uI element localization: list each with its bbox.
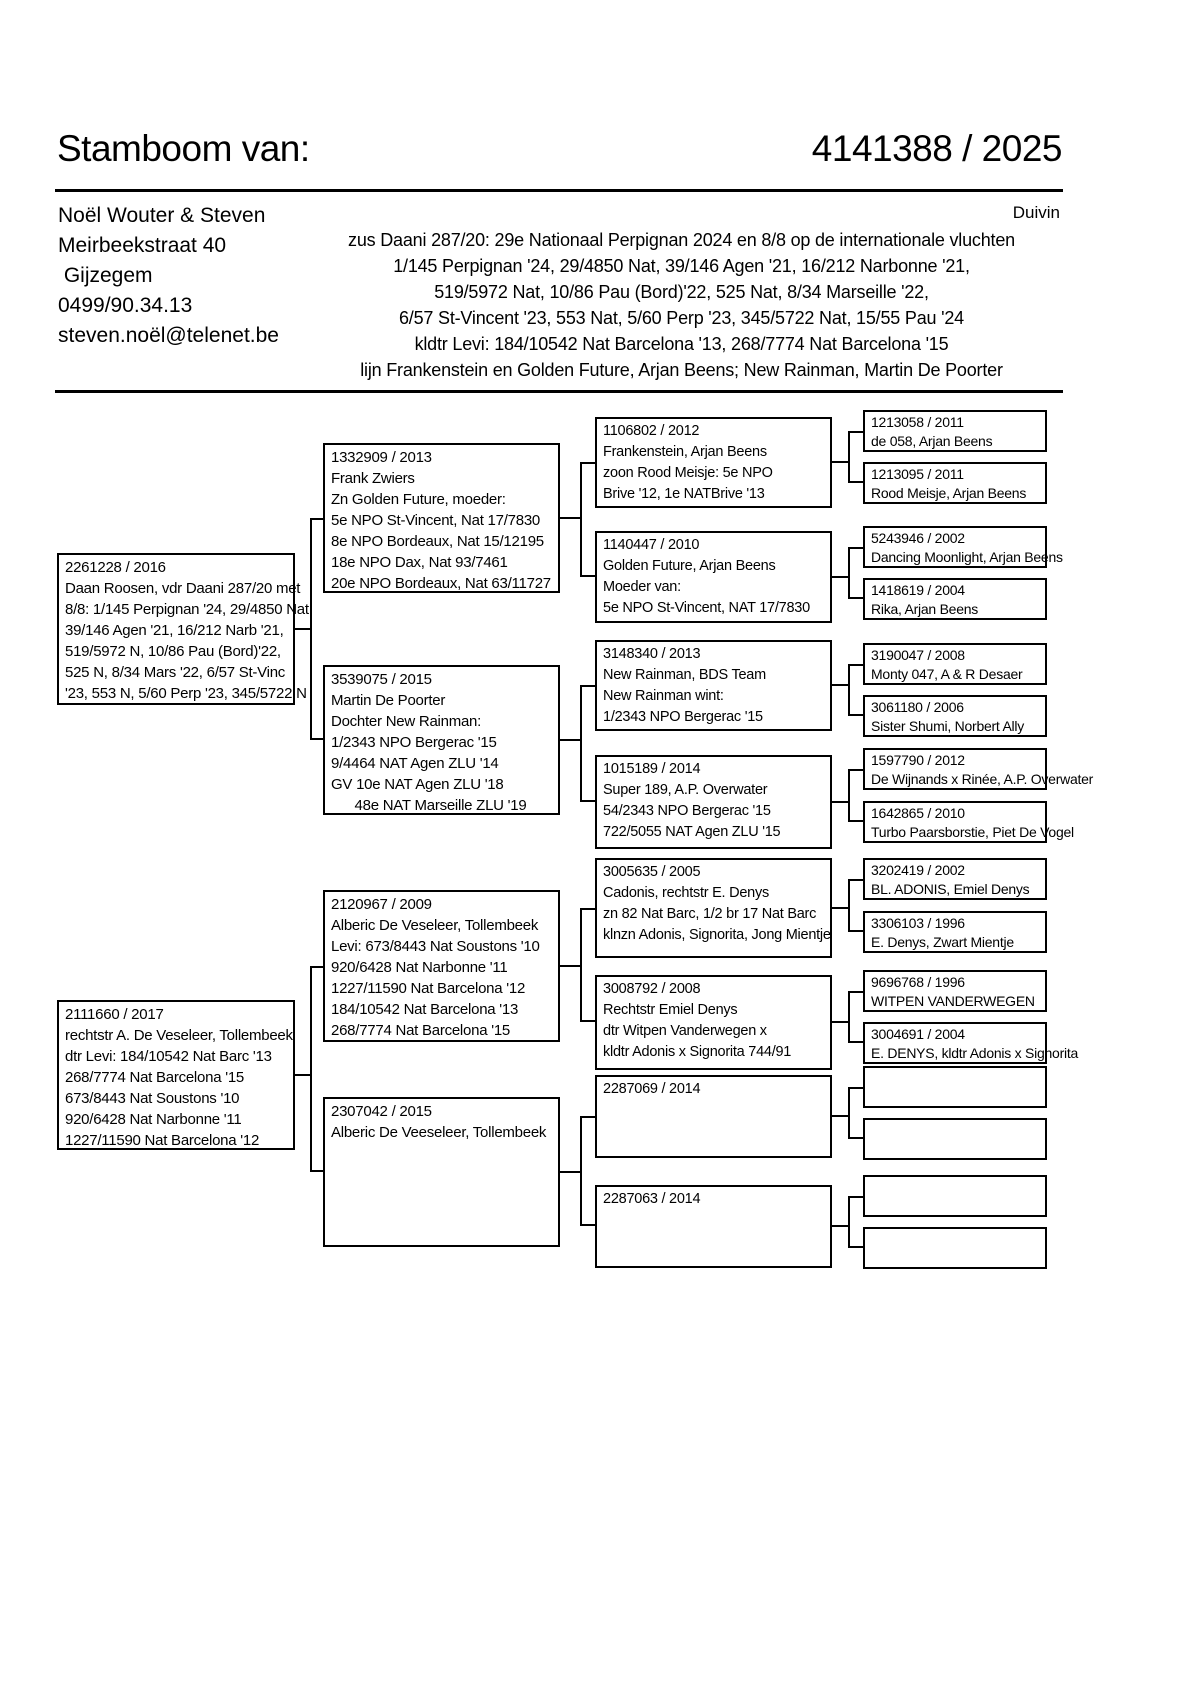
box-1642865 xyxy=(863,801,1074,843)
box-empty-3 xyxy=(863,1175,1047,1217)
box-3539075 xyxy=(323,665,560,815)
connector-line xyxy=(832,907,850,909)
box-details: Frank Zwiers Zn Golden Future, moeder: 5e NPO St-Vincent, Nat 17/7830 8e NPO Bordeaux, Nat 15/12195 18e NPO Dax, Nat 93/7461 20e NPO Bordeaux, Nat 63/11727 xyxy=(331,470,551,592)
box-2307042 xyxy=(323,1097,560,1247)
ring-id: 1642865 / 2010 xyxy=(871,805,965,821)
connector-bracket xyxy=(580,462,595,577)
connector-line xyxy=(832,684,850,686)
connector-line xyxy=(832,1115,850,1117)
box-details: Super 189, A.P. Overwater 54/2343 NPO Bergerac '15 722/5055 NAT Agen ZLU '15 xyxy=(603,782,781,840)
box-details: Sister Shumi, Norbert Ally xyxy=(871,718,1024,734)
connector-bracket xyxy=(848,431,863,483)
connector-bracket xyxy=(848,1087,863,1139)
owner-street: Meirbeekstraat 40 xyxy=(58,234,227,257)
box-1418619 xyxy=(863,578,1047,620)
box-details: Monty 047, A & R Desaer xyxy=(871,666,1023,682)
box-details: Rechtstr Emiel Denys dtr Witpen Vanderwegen x kldtr Adonis x Signorita 744/91 xyxy=(603,1002,792,1060)
connector-bracket xyxy=(310,966,323,1172)
box-1213095 xyxy=(863,462,1047,504)
connector-line xyxy=(560,965,582,967)
box-1213058 xyxy=(863,410,1047,452)
box-empty-2 xyxy=(863,1118,1047,1160)
ring-id: 9696768 / 1996 xyxy=(871,974,965,990)
box-details: Rood Meisje, Arjan Beens xyxy=(871,485,1027,501)
connector-line xyxy=(560,517,582,519)
ring-id: 2261228 / 2016 xyxy=(65,559,166,576)
box-details: Frankenstein, Arjan Beens zoon Rood Meisje: 5e NPO Brive '12, 1e NATBrive '13 xyxy=(603,444,773,502)
connector-line xyxy=(832,576,850,578)
connector-line xyxy=(832,461,850,463)
connector-bracket xyxy=(848,1196,863,1248)
achievement-line: zus Daani 287/20: 29e Nationaal Perpignan 2024 en 8/8 op de internationale vluchten xyxy=(348,230,1015,250)
box-5243946 xyxy=(863,526,1063,568)
ring-id: 1106802 / 2012 xyxy=(603,423,700,439)
achievement-line: 519/5972 Nat, 10/86 Pau (Bord)'22, 525 Nat, 8/34 Marseille '22, xyxy=(434,282,929,302)
box-3190047 xyxy=(863,643,1047,685)
box-details: Martin De Poorter Dochter New Rainman: 1/2343 NPO Bergerac '15 9/4464 NAT Agen ZLU '14 GV 10e NAT Agen ZLU '18 48e NAT Marseille ZLU '19 xyxy=(331,692,527,814)
achievement-line: 1/145 Perpignan '24, 29/4850 Nat, 39/146 Agen '21, 16/212 Narbonne '21, xyxy=(393,256,970,276)
ring-id: 3539075 / 2015 xyxy=(331,671,432,688)
achievement-line: 6/57 St-Vincent '23, 553 Nat, 5/60 Perp '23, 345/5722 Nat, 15/55 Pau '24 xyxy=(399,308,964,328)
page-title: Stamboom van: xyxy=(57,128,310,169)
box-1015189 xyxy=(595,755,832,849)
box-3306103 xyxy=(863,911,1047,953)
sex-label: Duivin xyxy=(1012,203,1060,222)
box-details: New Rainman, BDS Team New Rainman wint: 1/2343 NPO Bergerac '15 xyxy=(603,667,766,725)
box-details: E. Denys, Zwart Mientje xyxy=(871,934,1014,950)
ring-id: 3008792 / 2008 xyxy=(603,981,701,997)
box-1597790 xyxy=(863,748,1094,790)
ring-id: 5243946 / 2002 xyxy=(871,530,965,546)
ring-id: 1332909 / 2013 xyxy=(331,449,432,466)
ring-id: 1213058 / 2011 xyxy=(871,414,964,430)
connector-bracket xyxy=(580,685,595,802)
box-2261228 xyxy=(57,553,309,705)
ring-id: 3005635 / 2005 xyxy=(603,864,701,880)
ring-id: 3190047 / 2008 xyxy=(871,647,965,663)
box-3202419 xyxy=(863,858,1047,900)
owner-email: steven.noël@telenet.be xyxy=(58,324,279,347)
achievement-line: lijn Frankenstein en Golden Future, Arjan Beens; New Rainman, Martin De Poorter xyxy=(360,360,1003,380)
box-3008792 xyxy=(595,975,832,1070)
box-details: Daan Roosen, vdr Daani 287/20 met 8/8: 1/145 Perpignan '24, 29/4850 Nat 39/146 Agen '21, 16/212 Narb '21, 519/5972 N, 10/86 Pau (Bord)'22, 525 N, 8/34 Mars '22, 6/57 St-Vinc '23, 553 N, 5/60 Perp '23, 345/5722 N xyxy=(65,580,309,702)
connector-line xyxy=(832,1225,850,1227)
owner-block xyxy=(58,201,279,351)
box-details: Alberic De Veseleer, Tollembeek Levi: 673/8443 Nat Soustons '10 920/6428 Nat Narbonne '11 1227/11590 Nat Barcelona '12 184/10542 Nat Barcelona '13 268/7774 Nat Barcelona '15 xyxy=(331,917,540,1039)
connector-bracket xyxy=(848,879,863,932)
ring-id: 3061180 / 2006 xyxy=(871,699,964,715)
box-2287069 xyxy=(595,1075,832,1158)
box-2111660 xyxy=(57,1000,295,1150)
ring-id: 2287063 / 2014 xyxy=(603,1191,701,1207)
connector-bracket xyxy=(848,664,863,716)
connector-bracket xyxy=(848,547,863,599)
ring-id: 1015189 / 2014 xyxy=(603,761,701,777)
ring-id: 2120967 / 2009 xyxy=(331,896,432,913)
box-empty-1 xyxy=(863,1066,1047,1108)
header-divider xyxy=(55,189,1063,192)
owner-city: Gijzegem xyxy=(58,264,153,287)
box-details: E. DENYS, kldtr Adonis x Signorita xyxy=(871,1045,1079,1061)
box-3004691 xyxy=(863,1022,1079,1064)
box-1332909 xyxy=(323,443,560,593)
ring-id: 3148340 / 2013 xyxy=(603,646,701,662)
connector-bracket xyxy=(580,908,595,1022)
owner-name: Noël Wouter & Steven xyxy=(58,204,266,227)
ring-id: 3202419 / 2002 xyxy=(871,862,965,878)
box-2287063 xyxy=(595,1185,832,1268)
ring-id: 1213095 / 2011 xyxy=(871,466,964,482)
box-details: Cadonis, rechtstr E. Denys zn 82 Nat Barc, 1/2 br 17 Nat Barc klnzn Adonis, Signorita, Jong Mientje xyxy=(603,885,831,943)
ring-id: 3004691 / 2004 xyxy=(871,1026,965,1042)
ring-id: 1418619 / 2004 xyxy=(871,582,965,598)
box-details: BL. ADONIS, Emiel Denys xyxy=(871,881,1030,897)
connector-line xyxy=(832,801,850,803)
connector-line xyxy=(560,1171,582,1173)
connector-bracket xyxy=(580,1116,595,1226)
box-3005635 xyxy=(595,858,832,958)
box-1140447 xyxy=(595,531,832,623)
box-details: Turbo Paarsborstie, Piet De Vogel xyxy=(871,824,1074,840)
achievement-line: kldtr Levi: 184/10542 Nat Barcelona '13, 268/7774 Nat Barcelona '15 xyxy=(414,334,949,354)
connector-line xyxy=(832,1021,850,1023)
box-details: De Wijnands x Rinée, A.P. Overwater xyxy=(871,771,1094,787)
box-details: de 058, Arjan Beens xyxy=(871,433,993,449)
box-details: Golden Future, Arjan Beens Moeder van: 5e NPO St-Vincent, NAT 17/7830 xyxy=(603,558,810,616)
ring-id: 1140447 / 2010 xyxy=(603,537,700,553)
connector-line xyxy=(295,628,312,630)
box-3148340 xyxy=(595,640,832,731)
connector-line xyxy=(560,739,582,741)
connector-line xyxy=(295,1074,312,1076)
achievements-block xyxy=(300,227,1063,383)
box-empty-4 xyxy=(863,1227,1047,1269)
box-details: rechtstr A. De Veseleer, Tollembeek dtr Levi: 184/10542 Nat Barc '13 268/7774 Nat Barcelona '15 673/8443 Nat Soustons '10 920/6428 Nat Narbonne '11 1227/11590 Nat Barcelona '12 xyxy=(65,1027,293,1149)
box-details: Alberic De Veeseleer, Tollembeek xyxy=(331,1124,547,1141)
box-details: Dancing Moonlight, Arjan Beens xyxy=(871,549,1063,565)
ring-id: 1597790 / 2012 xyxy=(871,752,965,768)
box-2120967 xyxy=(323,890,560,1042)
section-divider xyxy=(55,390,1063,393)
ring-id: 2111660 / 2017 xyxy=(65,1006,164,1023)
box-1106802 xyxy=(595,417,832,508)
ring-id: 3306103 / 1996 xyxy=(871,915,965,931)
connector-bracket xyxy=(848,769,863,822)
ring-number: 4141388 / 2025 xyxy=(811,128,1062,169)
box-details: Rika, Arjan Beens xyxy=(871,601,979,617)
box-details: WITPEN VANDERWEGEN xyxy=(871,993,1035,1009)
connector-bracket xyxy=(848,991,863,1043)
owner-phone: 0499/90.34.13 xyxy=(58,294,193,317)
box-9696768 xyxy=(863,970,1047,1012)
ring-id: 2287069 / 2014 xyxy=(603,1081,701,1097)
ring-id: 2307042 / 2015 xyxy=(331,1103,432,1120)
box-3061180 xyxy=(863,695,1047,737)
